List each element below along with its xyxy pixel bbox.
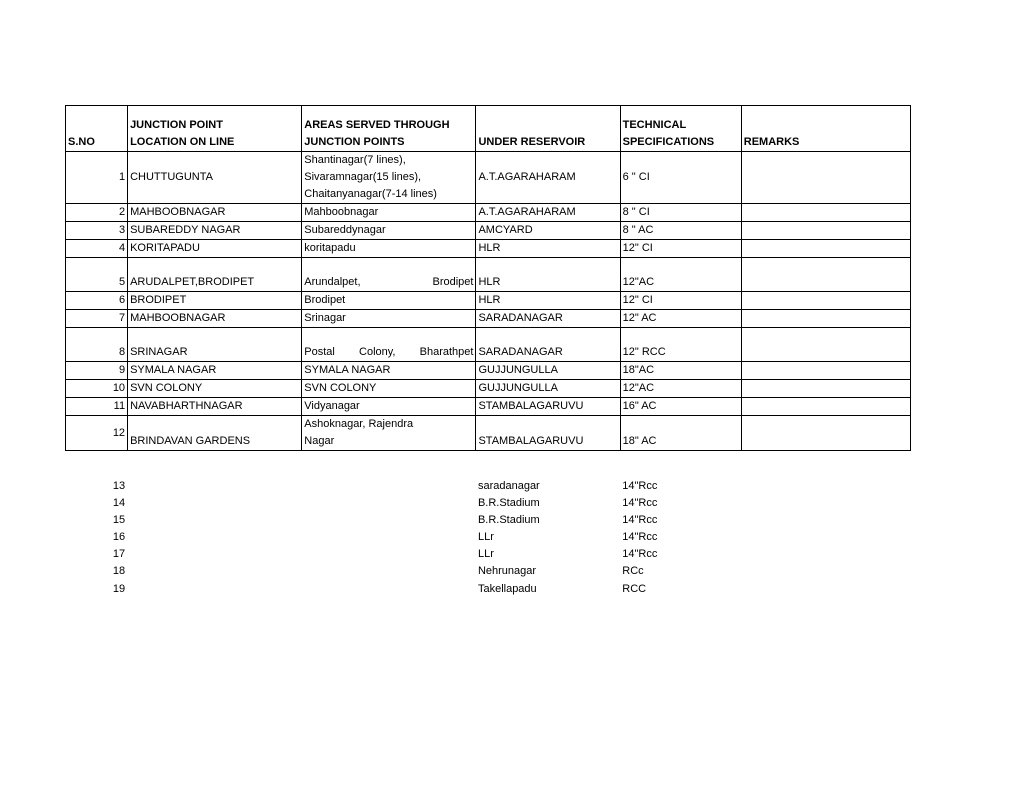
cell-areas: Arundalpet, Brodipet — [302, 258, 476, 292]
header-remarks: REMARKS — [741, 106, 910, 152]
header-tech: TECHNICAL SPECIFICATIONS — [620, 106, 741, 152]
table-row — [66, 328, 911, 362]
cell-reservoir: Takellapadu — [477, 582, 537, 595]
header-areas: AREAS SERVED THROUGH JUNCTION POINTS — [302, 106, 476, 152]
cell-sno: 13 — [112, 480, 126, 492]
list-item — [65, 546, 911, 563]
cell-areas: Shantinagar(7 lines), Sivaramnagar(15 lines), Chaitanyanagar(7-14 lines) — [302, 152, 476, 204]
cell-sno: 5 — [66, 258, 128, 292]
cell-sno: 12 — [66, 416, 128, 451]
cell-junction: NAVABHARTHNAGAR — [128, 398, 302, 416]
cell-areas: Vidyanagar — [302, 398, 476, 416]
cell-areas: Mahboobnagar — [302, 204, 476, 222]
cell-remarks — [741, 310, 910, 328]
cell-junction: BRINDAVAN GARDENS — [128, 416, 302, 451]
table-row — [66, 310, 911, 328]
cell-tech: 18" AC — [620, 416, 741, 451]
cell-reservoir: STAMBALAGARUVU — [476, 398, 620, 416]
table-row — [66, 152, 911, 204]
cell-junction: SRINAGAR — [128, 328, 302, 362]
cell-remarks — [741, 398, 910, 416]
cell-reservoir: A.T.AGARAHARAM — [476, 152, 620, 204]
cell-tech: 18"AC — [620, 362, 741, 380]
cell-reservoir: AMCYARD — [476, 222, 620, 240]
cell-tech: RCc — [622, 565, 644, 578]
cell-sno: 16 — [112, 531, 126, 544]
list-item — [65, 478, 911, 495]
table-row — [66, 204, 911, 222]
cell-tech: 12" RCC — [620, 328, 741, 362]
additional-entries-table — [65, 478, 911, 598]
header-reservoir: UNDER RESERVOIR — [476, 106, 620, 152]
cell-tech: 12"AC — [620, 380, 741, 398]
header-sno: S.NO — [66, 106, 128, 152]
cell-reservoir: SARADANAGAR — [476, 310, 620, 328]
cell-junction: SVN COLONY — [128, 380, 302, 398]
cell-areas: Srinagar — [302, 310, 476, 328]
cell-tech: RCC — [622, 582, 647, 595]
cell-areas: SVN COLONY — [302, 380, 476, 398]
list-item — [65, 529, 911, 546]
cell-reservoir: HLR — [476, 240, 620, 258]
cell-reservoir: A.T.AGARAHARAM — [476, 204, 620, 222]
cell-tech: 14"Rcc — [622, 497, 658, 510]
cell-areas: koritapadu — [302, 240, 476, 258]
cell-sno: 17 — [112, 548, 126, 561]
cell-sno: 14 — [112, 497, 126, 510]
cell-remarks — [741, 380, 910, 398]
cell-tech: 14"Rcc — [622, 514, 658, 527]
cell-junction: MAHBOOBNAGAR — [128, 310, 302, 328]
list-item — [65, 581, 911, 598]
cell-sno: 4 — [66, 240, 128, 258]
cell-sno: 2 — [66, 204, 128, 222]
junction-table — [65, 105, 911, 451]
table-row — [66, 292, 911, 310]
cell-reservoir: GUJJUNGULLA — [476, 362, 620, 380]
cell-reservoir: HLR — [476, 292, 620, 310]
list-item — [65, 512, 911, 529]
cell-remarks — [741, 328, 910, 362]
cell-sno: 19 — [112, 582, 126, 595]
table-row — [66, 240, 911, 258]
cell-remarks — [741, 240, 910, 258]
cell-reservoir: SARADANAGAR — [476, 328, 620, 362]
junction-table-container — [65, 105, 911, 451]
cell-reservoir: LLr — [477, 531, 494, 544]
cell-tech: 14"Rcc — [622, 531, 658, 544]
cell-remarks — [741, 204, 910, 222]
cell-tech: 8 " AC — [620, 222, 741, 240]
table-row — [66, 258, 911, 292]
header-junction: JUNCTION POINT LOCATION ON LINE — [128, 106, 302, 152]
cell-remarks — [741, 292, 910, 310]
cell-sno: 3 — [66, 222, 128, 240]
cell-tech: 14"Rcc — [622, 480, 658, 492]
cell-sno: 10 — [66, 380, 128, 398]
cell-sno: 1 — [66, 152, 128, 204]
cell-sno: 9 — [66, 362, 128, 380]
cell-areas: Subareddynagar — [302, 222, 476, 240]
header-row — [66, 106, 911, 152]
cell-tech: 12" CI — [620, 292, 741, 310]
cell-sno: 8 — [66, 328, 128, 362]
cell-reservoir: saradanagar — [477, 480, 540, 492]
cell-tech: 12" CI — [620, 240, 741, 258]
cell-sno: 18 — [112, 565, 126, 578]
cell-remarks — [741, 152, 910, 204]
list-item — [65, 563, 911, 580]
cell-sno: 11 — [66, 398, 128, 416]
cell-tech: 8 " CI — [620, 204, 741, 222]
table-row — [66, 362, 911, 380]
list-item — [65, 495, 911, 512]
cell-tech: 16" AC — [620, 398, 741, 416]
cell-junction: KORITAPADU — [128, 240, 302, 258]
cell-areas: Brodipet — [302, 292, 476, 310]
cell-areas: Postal Colony, Bharathpet — [302, 328, 476, 362]
cell-reservoir: LLr — [477, 548, 494, 561]
cell-remarks — [741, 362, 910, 380]
cell-junction: ARUDALPET,BRODIPET — [128, 258, 302, 292]
cell-reservoir: HLR — [476, 258, 620, 292]
cell-remarks — [741, 222, 910, 240]
cell-reservoir: STAMBALAGARUVU — [476, 416, 620, 451]
cell-junction: SYMALA NAGAR — [128, 362, 302, 380]
cell-sno: 7 — [66, 310, 128, 328]
additional-entries — [65, 478, 911, 598]
cell-reservoir: GUJJUNGULLA — [476, 380, 620, 398]
cell-junction: MAHBOOBNAGAR — [128, 204, 302, 222]
cell-areas: SYMALA NAGAR — [302, 362, 476, 380]
cell-tech: 6 " CI — [620, 152, 741, 204]
cell-reservoir: Nehrunagar — [477, 565, 537, 578]
table-row — [66, 398, 911, 416]
cell-reservoir: B.R.Stadium — [477, 514, 540, 527]
cell-tech: 12"AC — [620, 258, 741, 292]
cell-reservoir: B.R.Stadium — [477, 497, 540, 510]
table-row — [66, 380, 911, 398]
cell-junction: BRODIPET — [128, 292, 302, 310]
table-row — [66, 222, 911, 240]
cell-junction: SUBAREDDY NAGAR — [128, 222, 302, 240]
cell-tech: 14"Rcc — [622, 548, 658, 561]
cell-sno: 15 — [112, 514, 126, 527]
cell-areas: Ashoknagar, Rajendra Nagar — [302, 416, 476, 451]
cell-sno: 6 — [66, 292, 128, 310]
table-row — [66, 416, 911, 451]
cell-remarks — [741, 416, 910, 451]
cell-junction: CHUTTUGUNTA — [128, 152, 302, 204]
cell-tech: 12" AC — [620, 310, 741, 328]
cell-remarks — [741, 258, 910, 292]
